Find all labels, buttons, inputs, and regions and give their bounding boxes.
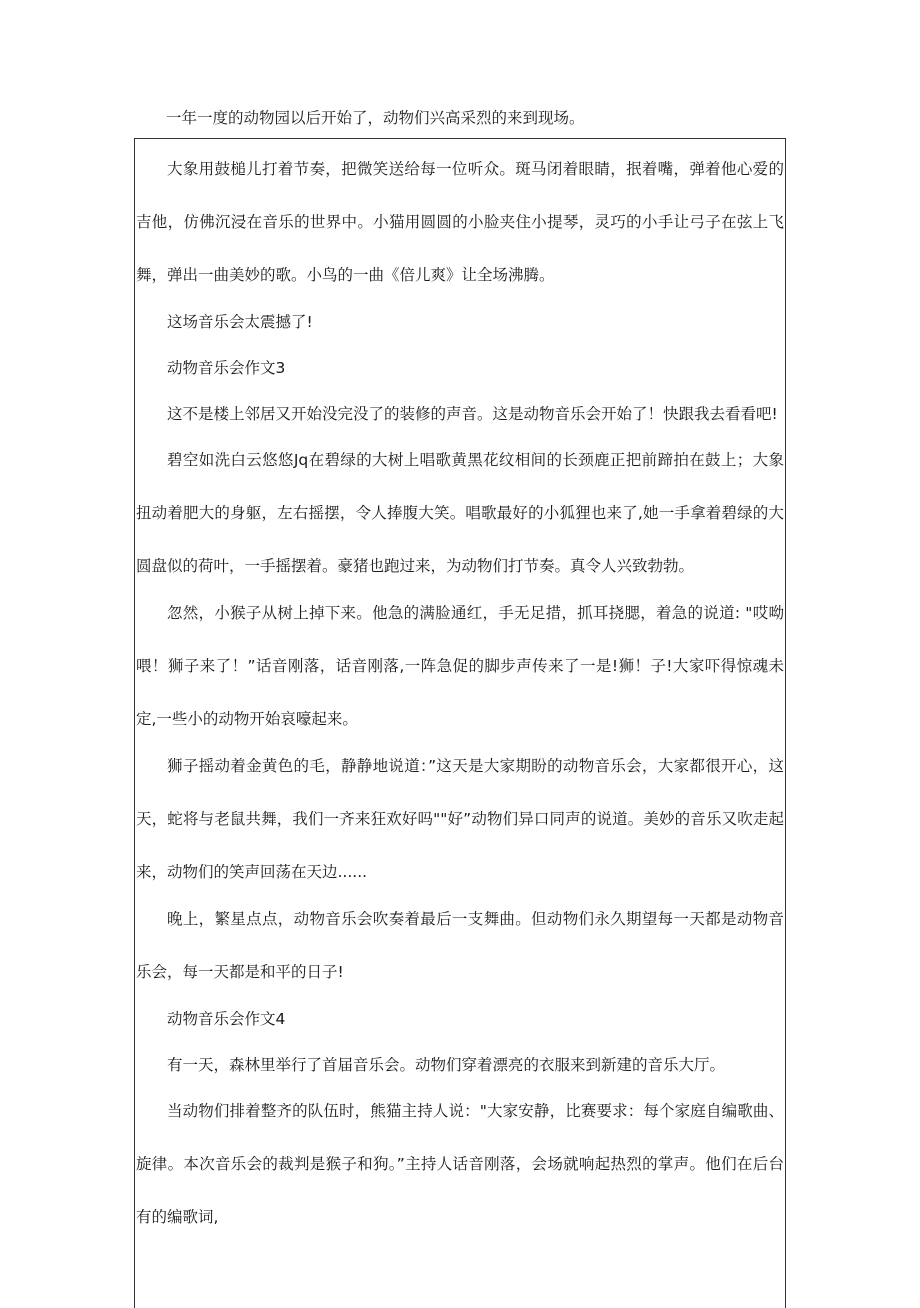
article-body (136, 156, 784, 1251)
paragraph: 晚上，繁星点点，动物音乐会吹奏着最后一支舞曲。但动物们永久期望每一天都是动物音乐会，每一天都是和平的日子! (136, 910, 784, 981)
paragraph: 狮子摇动着金黄色的毛，静静地说道：”这天是大家期盼的动物音乐会，大家都很开心，这天，蛇将与老鼠共舞，我们一齐来狂欢好吗""好”动物们异口同声的说道。美妙的音乐又吹走起来，动物们的笑声回荡在天边...... (136, 757, 784, 881)
paragraph: 碧空如洗白云悠悠Jq在碧绿的大树上唱歌黄黑花纹相间的长颈鹿正把前蹄拍在鼓上；大象扭动着肥大的身躯，左右摇摆，令人捧腹大笑。唱歌最好的小狐狸也来了,她一手拿着碧绿的大圆盘似的荷叶，一手摇摆着。豪猪也跑过来，为动物们打节奏。真令人兴致勃勃。 (136, 451, 784, 575)
paragraph: 忽然，小猴子从树上掉下来。他急的满脸通红，手无足措，抓耳挠腮，着急的说道: "哎呦喂！狮子来了！”话音刚落，话音刚落,一阵急促的脚步声传来了一是!狮！子!大家吓得惊魂未定,一些小的动物开始哀嚎起来。 (136, 604, 784, 728)
paragraph: 当动物们排着整齐的队伍时，熊猫主持人说："大家安静，比赛要求：每个家庭自编歌曲、旋律。本次音乐会的裁判是猴子和狗。”主持人话音刚落，会场就响起热烈的掌声。他们在后台有的编歌词, (136, 1102, 784, 1226)
paragraph: 这场音乐会太震撼了! (167, 313, 313, 331)
section-heading: 动物音乐会作文4 (167, 1010, 286, 1028)
section-heading: 动物音乐会作文3 (167, 359, 286, 377)
paragraph: 这不是楼上邻居又开始没完没了的装修的声音。这是动物音乐会开始了！快跟我去看看吧! (167, 405, 778, 423)
paragraph: 大象用鼓槌儿打着节奏，把微笑送给每一位听众。斑马闭着眼睛，抿着嘴，弹着他心爱的吉他，仿佛沉浸在音乐的世界中。小猫用圆圆的小脸夹住小提琴，灵巧的小手让弓子在弦上飞舞，弹出一曲美妙的歌。小鸟的一曲《倍儿爽》让全场沸腾。 (136, 160, 784, 284)
paragraph: 有一天，森林里举行了首届音乐会。动物们穿着漂亮的衣服来到新建的音乐大厅。 (167, 1056, 726, 1074)
intro-line: 一年一度的动物园以后开始了，动物们兴高采烈的来到现场。 (166, 109, 585, 127)
